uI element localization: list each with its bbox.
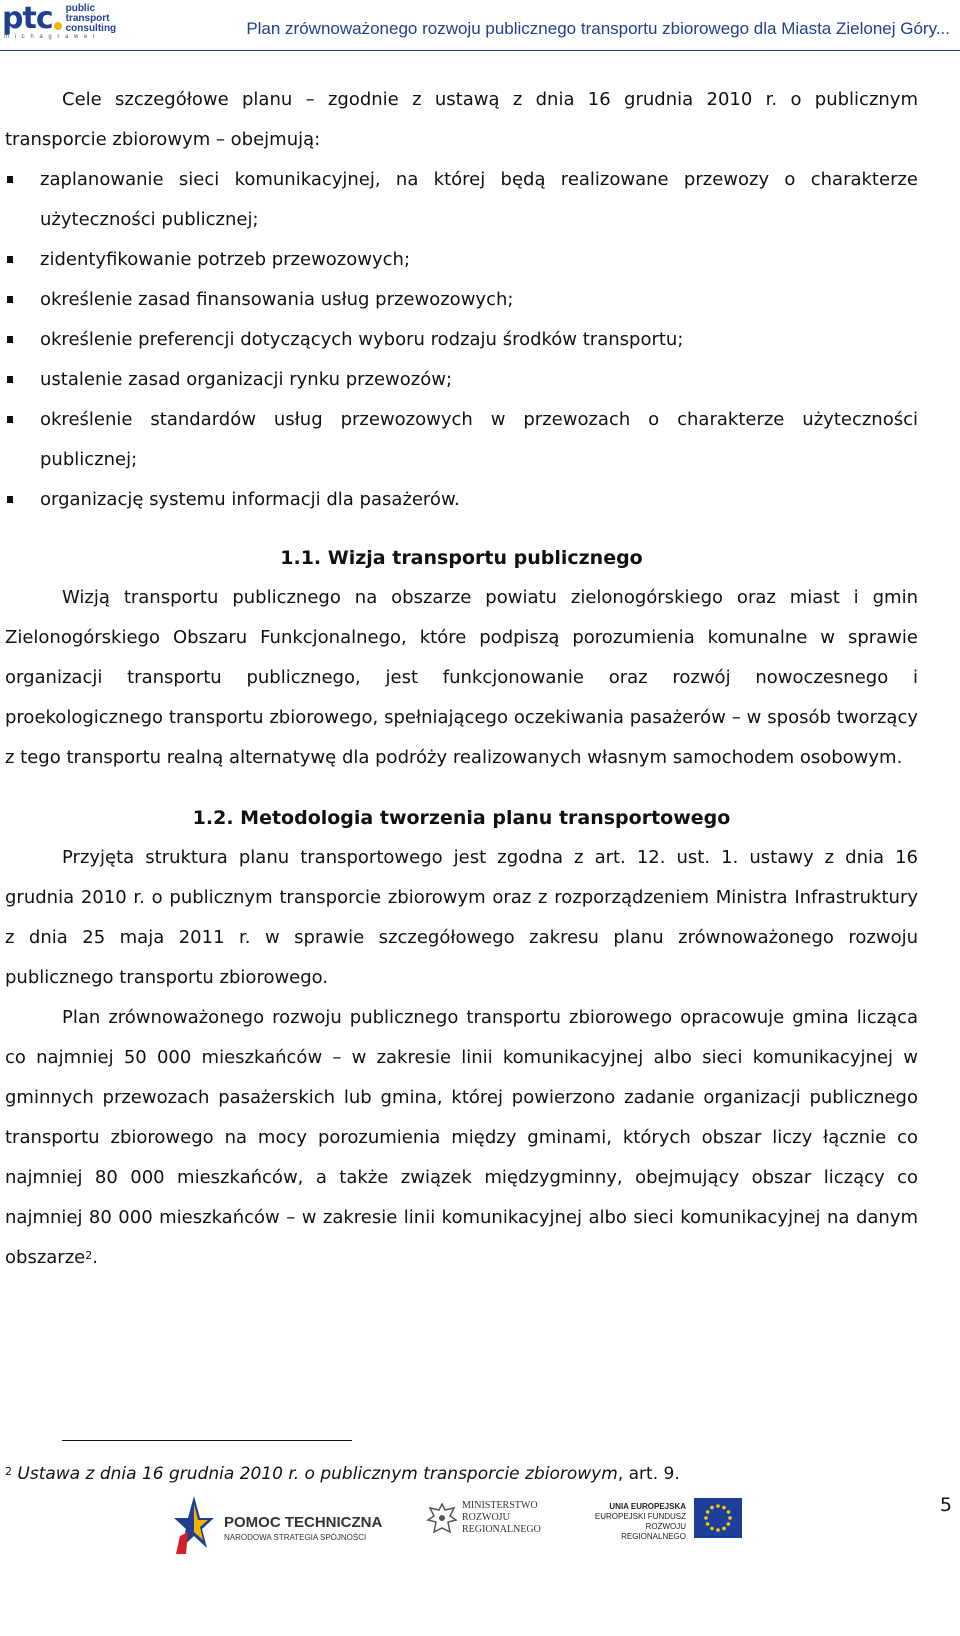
footnote-reference[interactable]: 2: [85, 1249, 93, 1262]
page-number: 5: [939, 1494, 952, 1516]
list-item: ustalenie zasad organizacji rynku przewozów;: [5, 360, 918, 400]
list-item: zaplanowanie sieci komunikacyjnej, na której będą realizowane przewozy o charakterze użyteczności publicznej;: [5, 160, 918, 240]
section-heading-methodology: 1.2. Metodologia tworzenia planu transportowego: [192, 807, 731, 829]
ministry-logo: [426, 1500, 566, 1560]
objectives-list: [5, 160, 918, 520]
intro-paragraph: Cele szczegółowe planu – zgodnie z ustawą z dnia 16 grudnia 2010 r. o publicznym transporcie zbiorowym – obejmują:: [5, 89, 918, 150]
list-item: organizację systemu informacji dla pasażerów.: [5, 480, 918, 520]
footnote-number: 2: [5, 1465, 12, 1478]
funding-logos: [168, 1490, 758, 1560]
footnote: [5, 1462, 680, 1486]
page-header: [0, 0, 960, 51]
pomoc-techniczna-title: POMOC TECHNICZNA: [224, 1514, 383, 1531]
pomoc-techniczna-subtitle: NARODOWA STRATEGIA SPÓJNOŚCI: [224, 1533, 367, 1542]
pomoc-techniczna-logo: [168, 1490, 388, 1558]
footnote-italic-text: Ustawa z dnia 16 grudnia 2010 r. o publicznym transporcie zbiorowym: [17, 1464, 618, 1484]
page-content: [5, 80, 918, 1278]
logo-main-text: ptc: [2, 1, 53, 36]
star-icon: [172, 1496, 214, 1556]
methodology-paragraph-2: Plan zrównoważonego rozwoju publicznego transportu zbiorowego opracowuje gmina licząca co najmniej 50 000 mieszkańców – w zakresie linii komunikacyjnej albo sieci komunikacyjnej w gminnych przewozach pasażerskich lub gmina, której powierzono zadanie organizacji publicznego transportu zbiorowego na mocy porozumienia między gminami, których obszar liczy łącznie co najmniej 80 000 mieszkańców, a także związek międzygminny, obejmujący obszar liczący co najmniej 80 000 mieszkańców – w zakresie linii komunikacyjnej albo sieci komunikacyjnej na danym obszarze$^2$.: [5, 1007, 918, 1268]
running-title: Plan zrównoważonego rozwoju publicznego transportu zbiorowego dla Miasta Zielonej Góry...: [246, 19, 950, 38]
eu-logo: [588, 1498, 748, 1558]
logo-dot-icon: [54, 22, 62, 30]
methodology-paragraph-1: Przyjęta struktura planu transportowego jest zgodna z art. 12. ust. 1. ustawy z dnia 16 grudnia 2010 r. o publicznym transporcie zbiorowym oraz z rozporządzeniem Ministra Infrastruktury z dnia 25 maja 2011 r. w sprawie szczegółowego zakresu planu zrównoważonego rozwoju publicznego transportu zbiorowego.: [5, 847, 918, 988]
vision-paragraph: Wizją transportu publicznego na obszarze powiatu zielonogórskiego oraz miast i gmin Zielonogórskiego Obszaru Funkcjonalnego, które podpiszą porozumienia komunalne w sprawie organizacji transportu publicznego, jest funkcjonowanie oraz rozwój nowoczesnego i proekologicznego transportu zbiorowego, spełniającego oczekiwania pasażerów – w sposób tworzący z tego transportu realną alternatywę dla podróży realizowanych własnym samochodem osobowym.: [5, 587, 918, 768]
eagle-icon: [426, 1502, 458, 1540]
list-item: określenie zasad finansowania usług przewozowych;: [5, 280, 918, 320]
section-heading-vision: 1.1. Wizja transportu publicznego: [280, 547, 643, 569]
logo-words: public transport consulting: [65, 3, 117, 34]
footnote-separator: [62, 1440, 352, 1441]
eu-text: UNIA EUROPEJSKA EUROPEJSKI FUNDUSZ ROZWOJU REGIONALNEGO: [594, 1502, 686, 1541]
footnote-plain-text: , art. 9.: [617, 1464, 680, 1484]
list-item: zidentyfikowanie potrzeb przewozowych;: [5, 240, 918, 280]
logo-subtitle: m i c h a g r a w e r: [4, 34, 98, 40]
ministry-name: MINISTERSTWO ROZWOJU REGIONALNEGO: [462, 1500, 541, 1535]
list-item: określenie preferencji dotyczących wyboru rodzaju środków transportu;: [5, 320, 918, 360]
list-item: określenie standardów usług przewozowych w przewozach o charakterze użyteczności publicznej;: [5, 400, 918, 480]
eu-flag-icon: [694, 1498, 742, 1538]
